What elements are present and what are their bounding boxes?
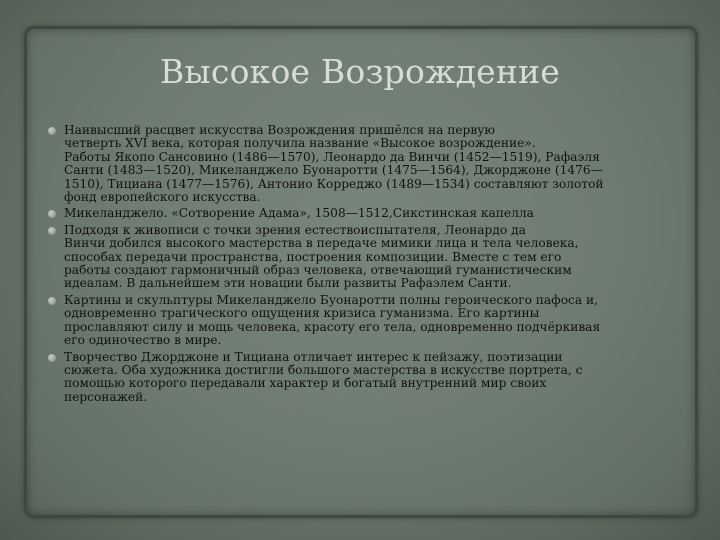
bullet-item xyxy=(48,124,688,204)
text-line: Микеланджело. «Сотворение Адама», 1508—1512,Сикстинская капелла xyxy=(64,206,534,221)
bullet-dot-icon xyxy=(48,227,56,235)
slide-title: Высокое Возрождение xyxy=(159,52,560,91)
text-line: одновременно трагического ощущения кризиса гуманизма. Его картины xyxy=(64,306,540,321)
text-line: Работы Якопо Сансовино (1486—1570), Леонардо да Винчи (1452—1519), Рафаэля xyxy=(64,149,600,164)
bullet-list xyxy=(48,124,688,404)
text-line: способах передачи пространства, построения композиции. Вместе с тем его xyxy=(64,249,562,264)
text-line: сюжета. Оба художника достигли большого мастерства в искусстве портрета, с xyxy=(64,362,583,377)
text-line: его одиночество в мире. xyxy=(64,333,222,348)
slide-body xyxy=(48,124,688,407)
bullet-dot-icon xyxy=(48,127,56,135)
text-line: фонд европейского искусства. xyxy=(64,190,261,205)
text-line: Картины и скульптуры Микеланджело Буонаротти полны героического пафоса и, xyxy=(64,292,599,307)
bullet-dot-icon xyxy=(48,210,56,218)
text-line: четверть XVI века, которая получила название «Высокое возрождение». xyxy=(64,136,536,151)
bullet-dot-icon xyxy=(48,354,56,362)
text-line: Творчество Джорджоне и Тициана отличает интерес к пейзажу, поэтизации xyxy=(64,349,563,364)
text-line: Санти (1483—1520), Микеланджело Буонаротти (1475—1564), Джорджоне (1476— xyxy=(64,163,603,178)
text-line: Винчи добился высокого мастерства в передаче мимики лица и тела человека, xyxy=(64,236,579,251)
bullet-dot-icon xyxy=(48,297,56,305)
text-line: Наивысший расцвет искусства Возрождения пришёлся на первую xyxy=(64,123,495,137)
bullet-item xyxy=(48,294,688,348)
text-line: идеалам. В дальнейшем эти новации были развиты Рафаэлем Санти. xyxy=(64,276,512,291)
text-line: Подходя к живописи с точки зрения естествоиспытателя, Леонардо да xyxy=(64,222,526,237)
bullet-item xyxy=(48,351,688,405)
text-line: 1510), Тициана (1477—1576), Антонио Корреджо (1489—1534) составляют золотой xyxy=(64,176,604,191)
bullet-item xyxy=(48,224,688,291)
text-line: работы создают гармоничный образ человека, отвечающий гуманистическим xyxy=(64,263,572,278)
text-line: помощью которого передавали характер и богатый внутренний мир своих xyxy=(64,376,547,391)
text-line: персонажей. xyxy=(64,389,148,404)
text-line: прославляют силу и мощь человека, красоту его тела, одновременно подчёркивая xyxy=(64,319,601,334)
bullet-item xyxy=(48,207,688,220)
